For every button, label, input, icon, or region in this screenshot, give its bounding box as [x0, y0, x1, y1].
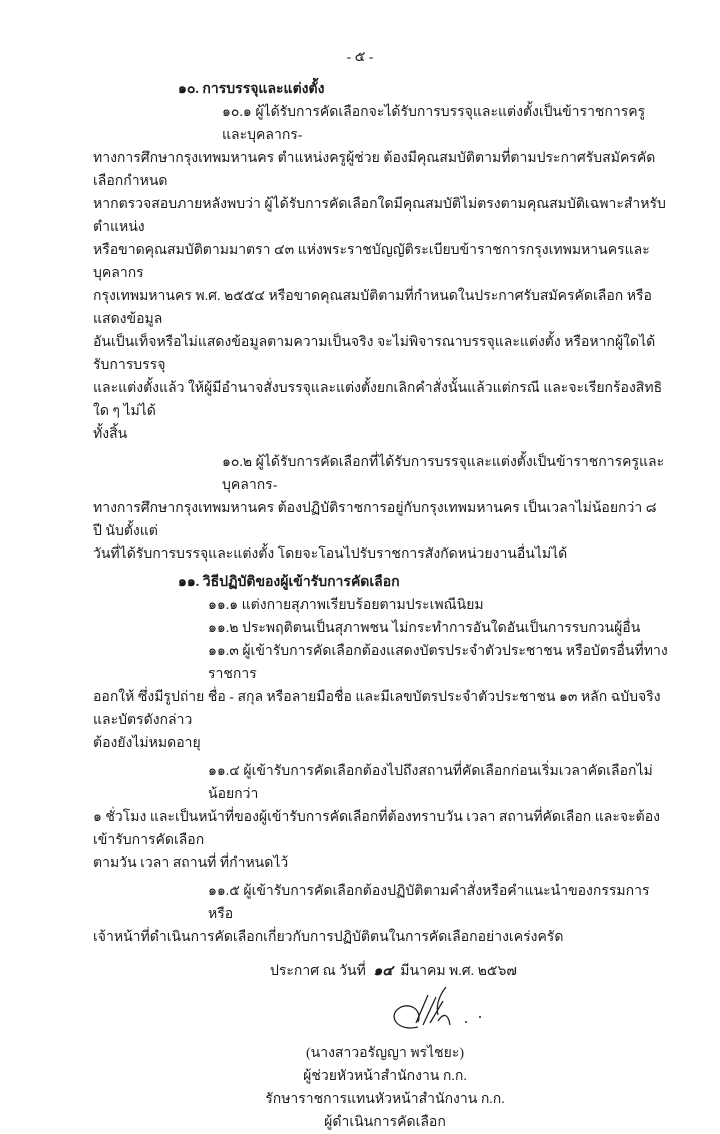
paragraph-10-1-line: ทั้งสิ้น [93, 427, 128, 442]
paragraph-11-3-line: ออกให้ ซึ่งมีรูปถ่าย ชื่อ - สกุล หรือลายมือชื่อ และมีเลขบัตรประจำตัวประชาชน ๑๓ หลัก ฉบับจริง และบัตรดังกล่าว [93, 690, 661, 728]
paragraph-11-3 [93, 640, 668, 755]
signatory-name: (นางสาวอรัญญา พรไชยะ) [305, 1046, 465, 1061]
paragraph-10-2 [93, 451, 668, 566]
paragraph-10-1-line: หรือขาดคุณสมบัติตามมาตรา ๔๓ แห่งพระราชบัญญัติระเบียบข้าราชการกรุงเทพมหานครและบุคลากร [93, 243, 650, 281]
signature-image [368, 987, 508, 1042]
paragraph-11-5-line: ๑๑.๕ ผู้เข้ารับการคัดเลือกต้องปฏิบัติตามคำสั่งหรือคำแนะนำของกรรมการหรือ [208, 884, 650, 922]
paragraph-11-5 [93, 880, 668, 949]
paragraph-10-2-line: ๑๐.๒ ผู้ได้รับการคัดเลือกที่ได้รับการบรรจุและแต่งตั้งเป็นข้าราชการครูและบุคลากร- [222, 455, 665, 493]
paragraph-11-4-line: ๑ ชั่วโมง และเป็นหน้าที่ของผู้เข้ารับการคัดเลือกที่ต้องทราบวัน เวลา สถานที่คัดเลือก และจะต้องเข้ารับการคัดเลือก [93, 810, 660, 848]
announcement-prefix: ประกาศ ณ วันที่ [270, 964, 366, 979]
paragraph-11-3-line: ต้องยังไม่หมดอายุ [93, 736, 201, 751]
signatory-title: รักษาราชการแทนหัวหน้าสำนักงาน ก.ก. [265, 1092, 505, 1107]
paragraph-11-1-line: ๑๑.๑ แต่งกายสุภาพเรียบร้อยตามประเพณีนิยม [208, 598, 484, 613]
announcement-day: ๑๔ [373, 964, 393, 979]
announcement-month-year: มีนาคม พ.ศ. ๒๕๖๗ [400, 964, 517, 979]
section-10-heading: ๑๐. การบรรจุและแต่งตั้ง [178, 82, 325, 97]
paragraph-10-1-line: ๑๐.๑ ผู้ได้รับการคัดเลือกจะได้รับการบรรจุและแต่งตั้งเป็นข้าราชการครูและบุคลากร- [222, 105, 646, 143]
announcement-date [93, 960, 668, 983]
paragraph-10-2-line: วันที่ได้รับการบรรจุและแต่งตั้ง โดยจะโอนไปรับราชการสังกัดหน่วยงานอื่นไม่ได้ [93, 547, 568, 562]
paragraph-10-2-line: ทางการศึกษากรุงเทพมหานคร ต้องปฏิบัติราชการอยู่กับกรุงเทพมหานคร เป็นเวลาไม่น้อยกว่า ๘ ปี นับตั้งแต่ [93, 501, 657, 539]
paragraph-10-1-line: หากตรวจสอบภายหลังพบว่า ผู้ได้รับการคัดเลือกใดมีคุณสมบัติไม่ตรงตามคุณสมบัติเฉพาะสำหรับตำแหน่ง [93, 197, 666, 235]
signatory-title: ผู้ดำเนินการคัดเลือก [324, 1115, 446, 1130]
paragraph-10-1-line: ทางการศึกษากรุงเทพมหานคร ตำแหน่งครูผู้ช่วย ต้องมีคุณสมบัติตามที่ตามประกาศรับสมัครคัดเลือกกำหนด [93, 151, 656, 189]
paragraph-10-1-line: อันเป็นเท็จหรือไม่แสดงข้อมูลตามความเป็นจริง จะไม่พิจารณาบรรจุและแต่งตั้ง หรือหากผู้ใดได้รับการบรรจุ [93, 335, 656, 373]
signatory-title: ผู้ช่วยหัวหน้าสำนักงาน ก.ก. [303, 1069, 467, 1084]
page-number: - ๕ - [346, 50, 374, 65]
paragraph-10-1 [93, 101, 668, 446]
paragraph-11-4-line: ๑๑.๔ ผู้เข้ารับการคัดเลือกต้องไปถึงสถานที่คัดเลือกก่อนเริ่มเวลาคัดเลือกไม่น้อยกว่า [208, 764, 653, 802]
section-11-heading: ๑๑. วิธีปฏิบัติของผู้เข้ารับการคัดเลือก [178, 575, 400, 590]
document-body [93, 78, 668, 1134]
paragraph-11-4-line: ตามวัน เวลา สถานที่ ที่กำหนดไว้ [93, 856, 289, 871]
paragraph-10-1-line: และแต่งตั้งแล้ว ให้ผู้มีอำนาจสั่งบรรจุและแต่งตั้งยกเลิกคำสั่งนั้นแล้วแต่กรณี และจะเรียกร้องสิทธิใด ๆ ไม่ได้ [93, 381, 663, 419]
paragraph-10-1-line: กรุงเทพมหานคร พ.ศ. ๒๕๕๔ หรือขาดคุณสมบัติตามที่กำหนดในประกาศรับสมัครคัดเลือก หรือแสดงข้อมูล [93, 289, 652, 327]
paragraph-11-3-line: ๑๑.๓ ผู้เข้ารับการคัดเลือกต้องแสดงบัตรประจำตัวประชาชน หรือบัตรอื่นที่ทางราชการ [208, 644, 668, 682]
paragraph-11-2-line: ๑๑.๒ ประพฤติตนเป็นสุภาพชน ไม่กระทำการอันใดอันเป็นการรบกวนผู้อื่น [208, 621, 641, 636]
paragraph-11-5-line: เจ้าหน้าที่ดำเนินการคัดเลือกเกี่ยวกับการปฏิบัติตนในการคัดเลือกอย่างเคร่งครัด [93, 930, 564, 945]
paragraph-11-4 [93, 760, 668, 875]
